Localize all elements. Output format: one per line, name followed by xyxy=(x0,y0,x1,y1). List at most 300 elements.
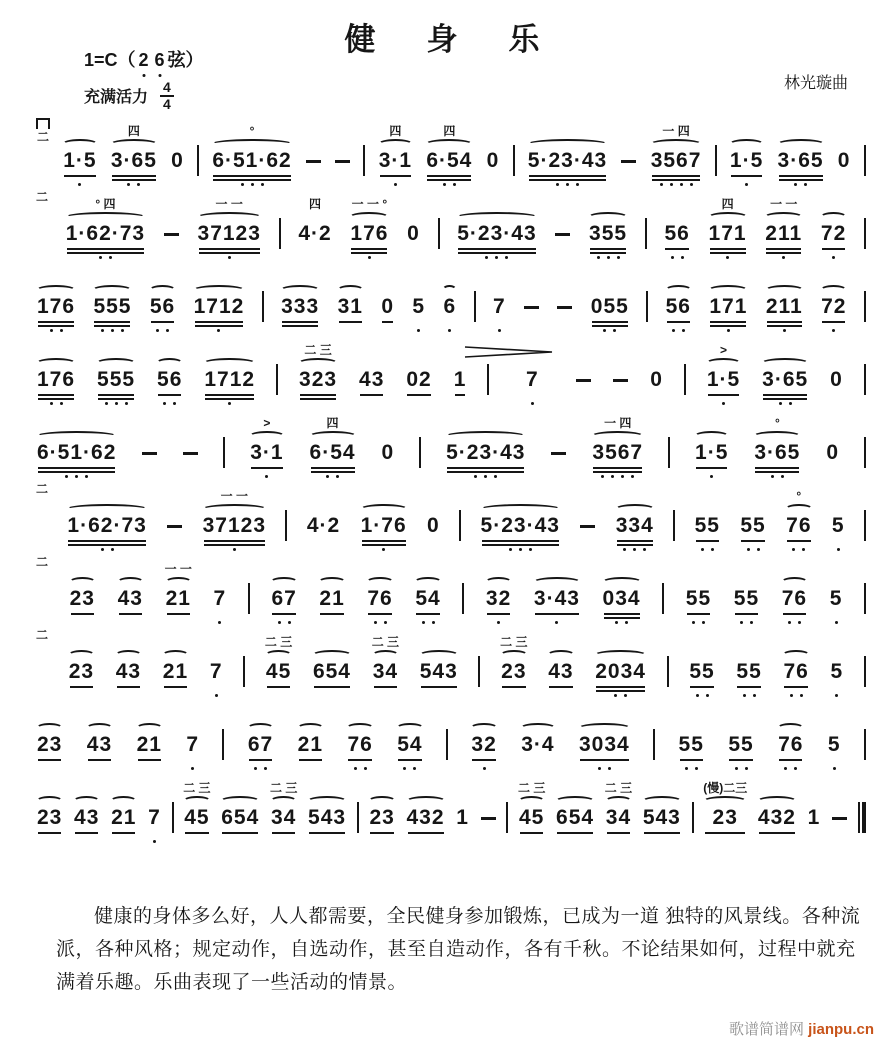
note-group xyxy=(62,123,97,191)
note-group xyxy=(727,707,754,775)
beam-spacer xyxy=(413,319,424,327)
beam-underline xyxy=(348,757,371,765)
position-mark: 一 四 xyxy=(662,124,690,138)
note-numbers: 1 xyxy=(453,368,467,391)
beam-underline xyxy=(70,684,93,692)
arc-spacer xyxy=(185,723,200,733)
slur-arc xyxy=(753,431,801,441)
slur-arc xyxy=(346,723,373,733)
position-mark: (慢)二三 xyxy=(703,781,748,795)
note-group xyxy=(162,634,189,702)
note-numbers: 1·62·73 xyxy=(67,514,147,537)
tuning-note-low-6: 6 xyxy=(154,50,165,70)
beam-spacer xyxy=(622,173,635,181)
arc-spacer xyxy=(406,212,421,222)
note-group xyxy=(141,415,158,483)
note-numbers: 6 xyxy=(443,295,457,318)
slur-arc xyxy=(605,796,632,806)
slur-arc xyxy=(757,796,797,806)
watermark-site-name: 歌谱简谱网 xyxy=(728,1021,804,1038)
slur-arc xyxy=(777,723,804,733)
octave-dots xyxy=(254,765,267,775)
note-group xyxy=(405,342,432,410)
note-numbers: 34 xyxy=(605,806,632,829)
beam-underline xyxy=(447,465,524,473)
note-numbers: 1712 xyxy=(204,368,256,391)
arc-spacer xyxy=(306,504,341,514)
slur-arc xyxy=(183,796,210,806)
score-line xyxy=(0,337,894,410)
octave-dots xyxy=(50,327,63,337)
octave-dots xyxy=(672,327,685,337)
note-group xyxy=(782,634,809,702)
note-numbers: 23 xyxy=(68,660,95,683)
beam-underline xyxy=(272,611,295,619)
slur-arc xyxy=(372,650,399,660)
note-numbers: 0 xyxy=(826,441,839,464)
slur-arc xyxy=(211,139,292,149)
note-numbers: 6·51·62 xyxy=(212,149,292,172)
note-group xyxy=(280,269,320,337)
slur-arc xyxy=(665,285,692,295)
beam-underline xyxy=(272,830,295,838)
octave-dots xyxy=(735,765,748,775)
line-start-marks xyxy=(36,483,48,496)
note-group xyxy=(414,561,441,629)
slur-arc xyxy=(555,796,595,806)
note-numbers: 67 xyxy=(247,733,274,756)
note-numbers: 23 xyxy=(712,806,738,829)
note-numbers: 7 xyxy=(209,660,223,683)
beam-spacer xyxy=(482,830,495,838)
barline xyxy=(478,656,480,702)
slur-arc xyxy=(456,212,537,222)
note-numbers: 0 xyxy=(650,368,663,391)
beam-spacer xyxy=(211,684,222,692)
note-numbers: 7 xyxy=(186,733,200,756)
arc-spacer xyxy=(334,139,351,149)
octave-dots xyxy=(443,181,456,191)
beam-underline xyxy=(249,757,272,765)
position-mark: ° xyxy=(796,489,802,503)
octave-dots xyxy=(726,254,729,264)
beam-underline xyxy=(593,465,642,473)
arc-spacer xyxy=(735,650,762,660)
note-group xyxy=(757,780,797,848)
octave-dots xyxy=(790,692,803,702)
arc-spacer xyxy=(455,796,470,806)
note-numbers: 72 xyxy=(821,295,847,318)
beam-underline xyxy=(351,246,387,254)
octave-dots xyxy=(228,400,231,410)
beam-underline xyxy=(784,684,807,692)
beam-underline xyxy=(158,392,181,400)
note-numbers: 3034 xyxy=(578,733,630,756)
beam-spacer xyxy=(149,830,160,838)
note-group xyxy=(115,634,142,702)
beam-underline xyxy=(314,684,350,692)
slur-arc xyxy=(247,723,274,733)
note-group xyxy=(777,123,825,191)
beam-underline xyxy=(300,392,336,400)
beam-underline xyxy=(311,465,355,473)
note-numbers: 37123 xyxy=(202,514,267,537)
octave-dots xyxy=(782,254,785,264)
beam-spacer xyxy=(558,319,571,327)
beam-underline xyxy=(667,319,690,327)
beam-spacer xyxy=(488,173,499,181)
note-numbers: 6·51·62 xyxy=(37,441,117,464)
octave-dots xyxy=(217,327,220,337)
note-numbers: 1·5 xyxy=(63,149,97,172)
time-signature-denominator: 4 xyxy=(163,95,171,112)
note-numbers: 3·65 xyxy=(110,149,157,172)
barline xyxy=(513,145,515,191)
beam-spacer xyxy=(522,757,553,765)
note-numbers: 56 xyxy=(149,295,176,318)
note-numbers: 0 xyxy=(486,149,500,172)
slur-arc xyxy=(591,431,644,441)
slur-arc xyxy=(615,504,655,514)
slur-arc xyxy=(92,285,132,295)
octave-dots xyxy=(403,765,416,775)
slur-arc xyxy=(297,723,324,733)
barline xyxy=(172,802,174,848)
arc-spacer xyxy=(170,139,185,149)
octave-dots xyxy=(382,546,385,556)
note-numbers: 76 xyxy=(781,587,808,610)
note-group xyxy=(765,269,804,337)
note-group xyxy=(306,488,341,556)
barline xyxy=(684,364,686,410)
note-group xyxy=(36,415,117,483)
duration-dash xyxy=(334,149,351,173)
tempo-marking xyxy=(84,80,174,111)
slur-arc xyxy=(782,650,809,660)
note-numbers: 67 xyxy=(271,587,297,610)
octave-dots xyxy=(615,619,628,629)
line-start-marks xyxy=(36,191,48,204)
note-group xyxy=(588,196,628,264)
beam-spacer xyxy=(829,757,840,765)
note-numbers: 7 xyxy=(525,368,539,391)
note-group xyxy=(777,707,804,775)
note-numbers: 55 xyxy=(736,660,762,683)
note-group xyxy=(445,415,526,483)
beam-underline xyxy=(783,611,806,619)
barline xyxy=(864,656,866,702)
beam-underline xyxy=(38,830,61,838)
octave-dots xyxy=(354,765,367,775)
beam-underline xyxy=(696,538,719,546)
octave-dots xyxy=(603,327,616,337)
slur-arc xyxy=(36,796,63,806)
note-numbers: 5 xyxy=(830,660,844,683)
slur-arc xyxy=(533,577,581,587)
note-group xyxy=(305,123,322,191)
octave-dots xyxy=(497,619,500,629)
note-numbers: 333 xyxy=(281,295,320,318)
note-numbers: 55 xyxy=(740,514,766,537)
note-numbers: 5 xyxy=(827,733,841,756)
note-numbers: 23 xyxy=(37,733,63,756)
arc-spacer xyxy=(829,650,844,660)
beam-spacer xyxy=(525,319,538,327)
note-numbers: 5·23·43 xyxy=(446,441,526,464)
score-line xyxy=(0,410,894,483)
octave-dots xyxy=(601,473,634,483)
note-group xyxy=(136,707,163,775)
note-numbers: 3·1 xyxy=(250,441,284,464)
note-group xyxy=(220,780,260,848)
note-numbers: 55 xyxy=(689,660,715,683)
beam-underline xyxy=(822,319,845,327)
position-mark: ° xyxy=(249,124,255,138)
note-numbers: 3·65 xyxy=(754,441,801,464)
note-numbers: 0 xyxy=(171,149,184,172)
score-line xyxy=(0,264,894,337)
note-group xyxy=(456,196,537,264)
arc-spacer xyxy=(807,796,822,806)
position-mark: 四 xyxy=(309,197,322,211)
note-group xyxy=(694,415,729,483)
beam-spacer xyxy=(444,319,455,327)
note-group xyxy=(372,634,399,702)
barline xyxy=(668,437,670,483)
slur-arc xyxy=(312,650,352,660)
slur-arc xyxy=(117,577,144,587)
note-numbers: 1·62·73 xyxy=(65,222,146,245)
note-group xyxy=(170,123,185,191)
note-group xyxy=(807,780,822,848)
note-group xyxy=(554,196,571,264)
duration-dash xyxy=(163,222,180,246)
barline xyxy=(446,729,448,775)
slur-arc xyxy=(703,796,747,806)
note-group xyxy=(518,780,545,848)
arc-spacer xyxy=(827,723,842,733)
score-line xyxy=(0,118,894,191)
beam-spacer xyxy=(552,465,565,473)
note-group xyxy=(523,269,540,337)
note-numbers: 0 xyxy=(381,441,395,464)
arc-spacer xyxy=(663,212,690,222)
note-group xyxy=(575,342,592,410)
slur-arc xyxy=(298,358,338,368)
note-numbers: 23 xyxy=(69,587,95,610)
duration-dash xyxy=(575,368,592,392)
note-group xyxy=(419,634,459,702)
note-numbers: 3567 xyxy=(592,441,644,464)
beam-spacer xyxy=(457,830,468,838)
slur-arc xyxy=(425,139,473,149)
octave-dots xyxy=(784,765,797,775)
note-group xyxy=(831,780,848,848)
beam-underline xyxy=(195,319,244,327)
note-group xyxy=(733,561,760,629)
note-group xyxy=(533,561,581,629)
beam-spacer xyxy=(307,173,320,181)
slur-arc xyxy=(820,212,847,222)
note-numbers: 31 xyxy=(337,295,363,318)
barline xyxy=(223,437,225,483)
note-group xyxy=(486,123,501,191)
beam-underline xyxy=(205,392,254,400)
beam-underline xyxy=(737,684,760,692)
note-numbers: 334 xyxy=(615,514,654,537)
slur-arc xyxy=(764,212,803,222)
note-group xyxy=(620,123,637,191)
line-start-marks xyxy=(36,629,48,642)
note-numbers: 034 xyxy=(602,587,641,610)
beam-underline xyxy=(67,246,144,254)
note-numbers: 171 xyxy=(708,222,747,245)
note-group xyxy=(165,561,192,629)
note-numbers: 76 xyxy=(347,733,373,756)
beam-spacer xyxy=(168,538,181,546)
note-group xyxy=(185,707,200,775)
octave-dots xyxy=(233,546,236,556)
line-start-marks xyxy=(36,556,48,569)
note-numbers: 76 xyxy=(783,660,809,683)
note-group xyxy=(366,561,393,629)
note-numbers: 1·5 xyxy=(706,368,741,391)
slur-arc xyxy=(249,431,284,441)
slur-arc xyxy=(36,358,76,368)
note-group xyxy=(265,634,292,702)
page-title: 健 身 乐 xyxy=(344,22,550,57)
barline xyxy=(864,291,866,337)
note-numbers: 43 xyxy=(115,660,142,683)
barline xyxy=(459,510,461,556)
slur-arc xyxy=(547,650,574,660)
octave-dots xyxy=(156,327,169,337)
note-group xyxy=(425,123,473,191)
note-group xyxy=(360,488,408,556)
note-group xyxy=(36,707,63,775)
note-numbers: 355 xyxy=(589,222,628,245)
beam-spacer xyxy=(581,538,594,546)
note-group xyxy=(182,415,199,483)
beam-underline xyxy=(138,757,161,765)
note-group xyxy=(480,780,497,848)
arc-spacer xyxy=(612,358,629,368)
beam-underline xyxy=(487,611,510,619)
barline xyxy=(285,510,287,556)
slur-arc xyxy=(396,723,423,733)
slur-arc xyxy=(368,796,395,806)
beam-spacer xyxy=(556,246,569,254)
note-numbers: 02 xyxy=(406,368,432,391)
note-group xyxy=(708,196,748,264)
beam-underline xyxy=(408,830,444,838)
note-numbers: 54 xyxy=(397,733,423,756)
position-mark: 二 三 xyxy=(183,781,211,795)
octave-dots xyxy=(598,765,611,775)
slur-arc xyxy=(729,139,764,149)
arc-spacer xyxy=(579,504,596,514)
beam-spacer xyxy=(299,246,330,254)
beam-underline xyxy=(741,538,764,546)
arc-spacer xyxy=(688,650,715,660)
arc-spacer xyxy=(492,285,507,295)
note-group xyxy=(358,342,385,410)
barline xyxy=(645,218,647,264)
note-group xyxy=(480,488,561,556)
note-group xyxy=(827,707,842,775)
note-numbers: 55 xyxy=(685,587,712,610)
note-numbers: 543 xyxy=(419,660,458,683)
beam-underline xyxy=(779,173,823,181)
position-mark: ° 四 xyxy=(95,197,116,211)
duration-dash xyxy=(556,295,573,319)
note-group xyxy=(337,269,364,337)
octave-dots xyxy=(614,692,627,702)
beam-underline xyxy=(822,246,845,254)
slur-arc xyxy=(781,577,808,587)
beam-spacer xyxy=(408,246,419,254)
position-mark: 四 xyxy=(326,416,339,430)
barline xyxy=(864,583,866,629)
beam-underline xyxy=(520,830,543,838)
note-numbers: 43 xyxy=(117,587,143,610)
beam-underline xyxy=(112,830,135,838)
slur-arc xyxy=(220,796,260,806)
octave-dots xyxy=(228,254,231,264)
beam-underline xyxy=(759,830,795,838)
note-group xyxy=(368,780,395,848)
note-group xyxy=(249,415,284,483)
slur-arc xyxy=(761,358,809,368)
octave-dots xyxy=(101,546,114,556)
octave-dots xyxy=(832,254,835,264)
note-group xyxy=(825,415,840,483)
note-group xyxy=(318,561,345,629)
barline xyxy=(419,437,421,483)
octave-dots xyxy=(394,181,397,191)
note-group xyxy=(739,488,766,556)
beam-underline xyxy=(251,465,282,473)
note-group xyxy=(73,780,100,848)
octave-dots xyxy=(163,400,176,410)
slur-arc xyxy=(602,577,642,587)
note-group xyxy=(455,780,470,848)
note-group xyxy=(829,561,844,629)
arc-spacer xyxy=(694,504,721,514)
duration-dash xyxy=(523,295,540,319)
octave-dots xyxy=(745,181,748,191)
beam-spacer xyxy=(651,392,662,400)
note-group xyxy=(735,634,762,702)
slur-arc xyxy=(156,358,183,368)
barline xyxy=(357,802,359,848)
decrescendo-hairpin-icon xyxy=(509,342,555,358)
note-group xyxy=(764,196,803,264)
octave-dots xyxy=(783,327,786,337)
barline xyxy=(487,364,489,410)
slur-arc xyxy=(706,358,741,368)
beam-spacer xyxy=(184,465,197,473)
beam-spacer xyxy=(172,173,183,181)
barline xyxy=(276,364,278,410)
composer-credit: 林光璇曲 xyxy=(783,75,848,92)
arc-spacer xyxy=(509,358,555,368)
beam-underline xyxy=(320,611,343,619)
note-group xyxy=(442,269,457,337)
note-numbers: 45 xyxy=(518,806,545,829)
octave-dots xyxy=(792,546,805,556)
beam-spacer xyxy=(308,538,339,546)
